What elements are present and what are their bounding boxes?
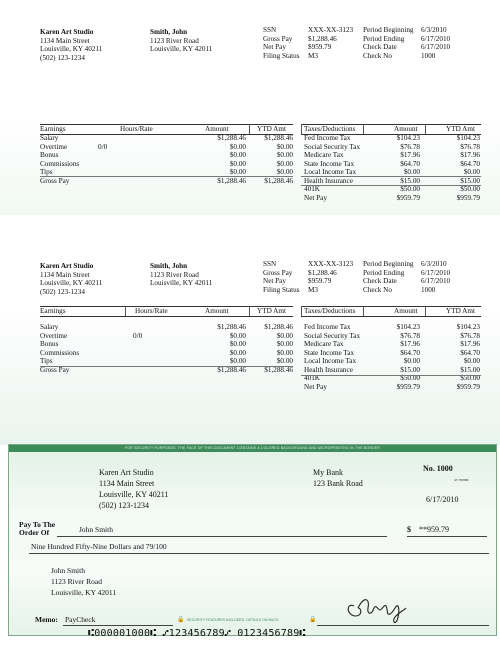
earning-label: Tips — [40, 168, 53, 176]
bank-info — [313, 467, 363, 489]
tax-ytd: $15.00 — [460, 365, 480, 374]
tax-amount-col — [368, 117, 420, 202]
earning-label: Salary — [40, 134, 59, 142]
earning-label: Salary — [40, 323, 59, 331]
pay-stub-1 — [0, 0, 500, 215]
info-value: $1,288.46 — [308, 268, 337, 277]
earning-label: Overtime — [40, 331, 68, 340]
employee-city: Louisville, KY 42011 — [150, 45, 213, 53]
info-value: XXX-XX-3123 — [308, 26, 354, 34]
info-label: Gross Pay — [263, 34, 293, 43]
info-value: $959.79 — [308, 43, 332, 51]
info-label: Filing Status — [263, 285, 300, 294]
earning-ytd: $0.00 — [276, 331, 293, 340]
net-ytd: $959.79 — [456, 193, 480, 202]
hours-rate-header: Hours/Rate — [120, 125, 153, 133]
signature-mark — [340, 586, 410, 626]
company-name: Karen Art Studio — [40, 262, 94, 270]
ytd-col — [228, 117, 293, 185]
tax-label-col — [304, 316, 360, 391]
amount-line — [407, 536, 487, 537]
earning-amount: $0.00 — [229, 357, 246, 365]
period-value: 6/3/2010 — [421, 260, 447, 268]
tax-ytd-header: YTD Amt — [446, 307, 475, 315]
period-value: 6/17/2010 — [421, 277, 451, 285]
payee-line — [57, 536, 387, 537]
period-value: 6/17/2010 — [421, 34, 451, 43]
tax-ytd: $0.00 — [463, 357, 480, 365]
info-values — [308, 260, 353, 294]
earning-ytd: $0.00 — [276, 348, 293, 357]
earning-amount: $1,288.46 — [217, 134, 246, 142]
dollar-sign: $ — [407, 525, 411, 534]
earning-amount: $0.00 — [229, 159, 246, 168]
tax-label: State Income Tax — [304, 348, 355, 357]
tax-amount: $50.00 — [400, 185, 420, 193]
employee-address — [150, 28, 212, 54]
earning-label: Bonus — [40, 340, 59, 348]
earning-ytd: $1,288.46 — [264, 323, 293, 331]
tax-ytd: $64.70 — [460, 159, 480, 168]
info-label: SSN — [263, 26, 277, 34]
company-city: Louisville, KY 40211 — [40, 45, 103, 53]
employee-street: 1123 River Road — [150, 36, 199, 45]
tax-amount: $50.00 — [400, 374, 420, 382]
divider — [425, 306, 426, 316]
earning-label: Commissions — [40, 348, 80, 357]
period-values — [421, 26, 450, 60]
payee-address-street: 1123 River Road — [51, 577, 102, 586]
earning-ytd: $0.00 — [276, 151, 293, 159]
info-value: $1,288.46 — [308, 34, 337, 43]
tax-ytd: $104.23 — [456, 323, 480, 331]
tax-ytd: $76.78 — [460, 331, 480, 340]
earning-label: Bonus — [40, 151, 59, 159]
period-label: Period Ending — [363, 34, 405, 43]
company-street: 1134 Main Street — [40, 36, 90, 45]
company-city: Louisville, KY 40211 — [40, 279, 103, 287]
divider — [40, 176, 293, 177]
security-features-note: SECURITY FEATURES INCLUDED. DETAILS ON BACK. — [187, 618, 280, 622]
tax-label: Social Security Tax — [304, 142, 361, 151]
tax-amount: $17.96 — [400, 340, 420, 348]
earning-label: Overtime — [40, 142, 68, 151]
tax-ytd-header: YTD Amt — [446, 125, 475, 133]
tax-amount: $15.00 — [400, 176, 420, 185]
pay-to-label-line1: Pay To The — [19, 520, 56, 529]
gross-ytd: $1,288.46 — [264, 176, 293, 185]
employee-name: Smith, John — [150, 262, 188, 270]
period-value: 6/3/2010 — [421, 26, 447, 34]
earning-label: Tips — [40, 357, 53, 365]
employee-city: Louisville, KY 42011 — [150, 279, 213, 287]
overtime-hours: 0/0 — [98, 142, 108, 151]
info-label: SSN — [263, 260, 277, 268]
company-address — [40, 262, 102, 296]
period-labels — [363, 260, 414, 294]
tax-amount: $64.70 — [400, 348, 420, 357]
tax-amount: $17.96 — [400, 151, 420, 159]
tax-label: State Income Tax — [304, 159, 355, 168]
tax-amount-header: Amount — [394, 125, 418, 133]
check-number — [423, 464, 453, 473]
payee-address-name: John Smith — [51, 566, 85, 575]
tax-label: Social Security Tax — [304, 331, 361, 340]
period-label: Period Beginning — [363, 26, 414, 34]
info-labels — [263, 26, 300, 60]
check-company-city: Louisville, KY 40211 — [99, 490, 169, 499]
info-label: Gross Pay — [263, 268, 293, 277]
bank-name: My Bank — [313, 468, 343, 477]
memo-label: Memo: — [35, 615, 58, 624]
earning-label: Commissions — [40, 159, 80, 168]
gross-amount: $1,288.46 — [217, 176, 246, 185]
padlock-icon: 🔒 — [177, 617, 185, 623]
company-phone: (502) 123-1234 — [40, 53, 85, 62]
period-values — [421, 260, 450, 294]
tax-ytd: $104.23 — [456, 134, 480, 142]
earning-ytd: $0.00 — [276, 159, 293, 168]
period-label: Check Date — [363, 43, 397, 51]
padlock-icon: 🔒 — [309, 617, 317, 623]
ytd-header: YTD Amt — [257, 307, 286, 315]
divider — [425, 124, 426, 134]
gross-amount: $1,288.46 — [217, 365, 246, 374]
tax-ytd: $50.00 — [460, 185, 480, 193]
earning-ytd: $0.00 — [276, 142, 293, 151]
gross-pay-label: Gross Pay — [40, 176, 70, 185]
hours-col — [98, 117, 158, 151]
earning-amount: $0.00 — [229, 340, 246, 348]
tax-label: Local Income Tax — [304, 168, 357, 176]
earning-amount: $0.00 — [229, 168, 246, 176]
earning-ytd: $0.00 — [276, 357, 293, 365]
hours-col — [133, 316, 142, 340]
divider — [301, 176, 481, 177]
tax-amount: $76.78 — [400, 142, 420, 151]
check-company-name: Karen Art Studio — [99, 468, 154, 477]
tax-amount: $76.78 — [400, 331, 420, 340]
earning-amount: $0.00 — [229, 331, 246, 340]
memo-value: PayCheck — [65, 615, 96, 624]
tax-label: 401K — [304, 185, 320, 193]
period-labels — [363, 26, 414, 60]
info-label: Net Pay — [263, 277, 286, 285]
tax-ytd: $64.70 — [460, 348, 480, 357]
memo-line — [63, 625, 173, 626]
net-amount: $959.79 — [396, 193, 420, 202]
info-value: $959.79 — [308, 277, 332, 285]
payee-address — [51, 565, 116, 598]
security-banner: FOR SECURITY PURPOSES, THE FACE OF THIS DOCUMENT CONTAINS A COLORED BACKGROUND AND MICROPRINTING IN THE BORDER — [9, 445, 496, 452]
tax-amount: $104.23 — [396, 134, 420, 142]
tax-ytd: $0.00 — [463, 168, 480, 176]
net-pay-label: Net Pay — [304, 382, 327, 391]
tax-amount-col — [368, 316, 420, 391]
tax-amount: $0.00 — [403, 168, 420, 176]
tax-label: Medicare Tax — [304, 151, 344, 159]
check-amount: **959.79 — [419, 525, 449, 534]
company-phone: (502) 123-1234 — [40, 287, 85, 296]
divider — [363, 124, 364, 134]
divider — [301, 306, 302, 316]
earning-ytd: $0.00 — [276, 168, 293, 176]
period-value: 1000 — [421, 285, 436, 294]
info-labels — [263, 260, 300, 294]
company-address — [40, 28, 102, 62]
ytd-header: YTD Amt — [257, 125, 286, 133]
tax-ytd: $50.00 — [460, 374, 480, 382]
earnings-header: Earnings — [40, 307, 66, 315]
tax-ytd-col — [428, 117, 480, 202]
amount-words-line — [29, 553, 489, 554]
tax-label-col — [304, 117, 360, 202]
employee-street: 1123 River Road — [150, 270, 199, 279]
tax-amount: $15.00 — [400, 365, 420, 374]
period-value: 6/17/2010 — [421, 43, 451, 51]
gross-ytd: $1,288.46 — [264, 365, 293, 374]
check-company-address — [99, 467, 168, 511]
period-label: Check No — [363, 285, 392, 294]
earning-amount: $0.00 — [229, 151, 246, 159]
amount-in-words: Nine Hundred Fifty-Nine Dollars and 79/100 — [31, 542, 167, 551]
micr-line: ⑆000001000⑆ ⑇123456789⑇ 0123456789⑆ — [88, 628, 306, 639]
earning-ytd: $1,288.46 — [264, 134, 293, 142]
period-label: Period Ending — [363, 268, 405, 277]
pay-to-label — [19, 521, 55, 537]
employee-name: Smith, John — [150, 28, 188, 36]
routing-fraction: 47-78/890 — [454, 478, 469, 482]
info-values — [308, 26, 353, 60]
company-name: Karen Art Studio — [40, 28, 94, 36]
check-company-phone: (502) 123-1234 — [99, 501, 149, 510]
bank-address: 123 Bank Road — [313, 479, 363, 488]
tax-label: 401K — [304, 374, 320, 382]
tax-ytd-col — [428, 316, 480, 391]
check-number-value: 1000 — [436, 464, 453, 473]
tax-label: Local Income Tax — [304, 357, 357, 365]
info-label: Net Pay — [263, 43, 286, 51]
overtime-hours: 0/0 — [133, 331, 143, 340]
tax-amount: $0.00 — [403, 357, 420, 365]
hours-rate-header: Hours/Rate — [135, 307, 168, 315]
divider — [301, 375, 481, 376]
earning-amount: $0.00 — [229, 142, 246, 151]
divider — [301, 185, 481, 186]
tax-amount: $104.23 — [396, 323, 420, 331]
check-date: 6/17/2010 — [426, 495, 459, 504]
earning-amount: $0.00 — [229, 348, 246, 357]
tax-label: Health Insurance — [304, 176, 353, 185]
tax-ytd: $17.96 — [460, 151, 480, 159]
period-label: Period Beginning — [363, 260, 414, 268]
earning-ytd: $0.00 — [276, 340, 293, 348]
payee-name: John Smith — [79, 525, 113, 534]
tax-label: Fed Income Tax — [304, 323, 351, 331]
tax-label: Health Insurance — [304, 365, 353, 374]
divider — [249, 306, 250, 316]
bank-check — [8, 444, 497, 636]
period-label: Check Date — [363, 277, 397, 285]
employee-address — [150, 262, 212, 288]
taxes-header: Taxes/Deductions — [304, 307, 356, 315]
earnings-header: Earnings — [40, 125, 66, 133]
tax-label: Medicare Tax — [304, 340, 344, 348]
earning-amount: $1,288.46 — [217, 323, 246, 331]
divider — [40, 366, 293, 367]
check-company-street: 1134 Main Street — [99, 479, 155, 488]
tax-amount-header: Amount — [394, 307, 418, 315]
net-ytd: $959.79 — [456, 382, 480, 391]
payee-address-city: Louisville, KY 42011 — [51, 588, 117, 597]
taxes-header: Taxes/Deductions — [304, 125, 356, 133]
tax-ytd: $76.78 — [460, 142, 480, 151]
pay-stub-2 — [0, 215, 500, 445]
amount-header: Amount — [205, 125, 229, 133]
net-pay-label: Net Pay — [304, 193, 327, 202]
info-value: M3 — [308, 51, 318, 60]
divider — [363, 306, 364, 316]
tax-ytd: $15.00 — [460, 176, 480, 185]
tax-label: Fed Income Tax — [304, 134, 351, 142]
info-value: XXX-XX-3123 — [308, 260, 354, 268]
divider — [301, 124, 302, 134]
info-value: M3 — [308, 285, 318, 294]
tax-ytd: $17.96 — [460, 340, 480, 348]
period-value: 6/17/2010 — [421, 268, 451, 277]
tax-amount: $64.70 — [400, 159, 420, 168]
amount-header: Amount — [205, 307, 229, 315]
divider — [125, 306, 126, 316]
net-amount: $959.79 — [396, 382, 420, 391]
period-value: 1000 — [421, 51, 436, 60]
check-number-label: No. — [423, 464, 435, 473]
period-label: Check No — [363, 51, 392, 60]
company-street: 1134 Main Street — [40, 270, 90, 279]
gross-pay-label: Gross Pay — [40, 365, 70, 374]
info-label: Filing Status — [263, 51, 300, 60]
pay-to-label-line2: Order Of — [19, 528, 50, 537]
